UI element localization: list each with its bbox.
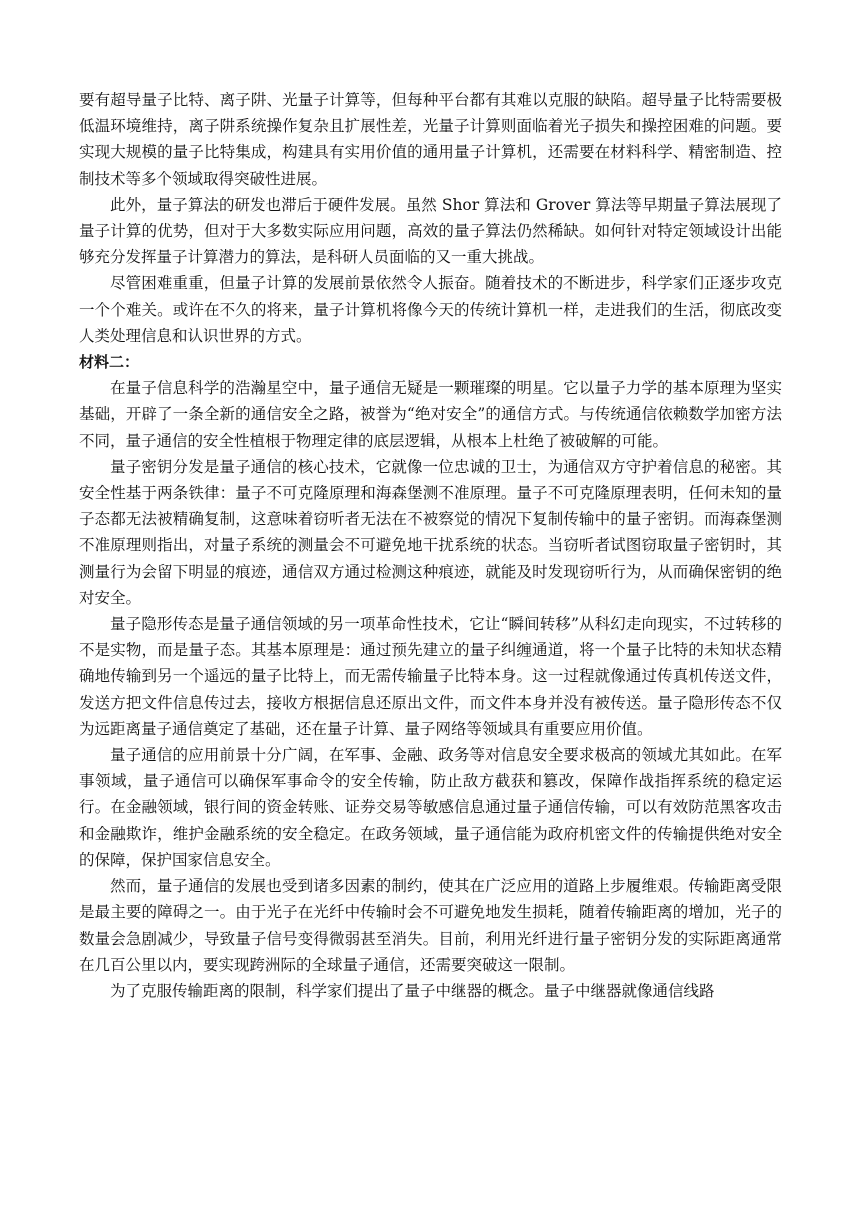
document-body (79, 87, 782, 1004)
paragraph-quantum-teleportation: 量子隐形传态是量子通信领域的另一项革命性技术，它让“瞬间转移”从科幻走向现实，不过转移的不是实物，而是量子态。其基本原理是：通过预先建立的量子纠缠通道，将一个量子比特的未知状态精确地传输到另一个遥远的量子比特上，而无需传输量子比特本身。这一过程就像通过传真机传送文件，发送方把文件信息传过去，接收方根据信息还原出文件，而文件本身并没有被传送。量子隐形传态不仅为远距离量子通信奠定了基础，还在量子计算、量子网络等领域具有重要应用价值。 (79, 615, 782, 738)
paragraph-quantum-platforms: 要有超导量子比特、离子阱、光量子计算等，但每种平台都有其难以克服的缺陷。超导量子比特需要极低温环境维持，离子阱系统操作复杂且扩展性差，光量子计算则面临着光子损失和操控困难的问题。要实现大规模的量子比特集成，构建具有实用价值的通用量子计算机，还需要在材料科学、精密制造、控制技术等多个领域取得突破性进展。 (79, 91, 782, 188)
paragraph-applications: 量子通信的应用前景十分广阔，在军事、金融、政务等对信息安全要求极高的领域尤其如此。在军事领域，量子通信可以确保军事命令的安全传输，防止敌方截获和篡改，保障作战指挥系统的稳定运行。在金融领域，银行间的资金转账、证券交易等敏感信息通过量子通信传输，可以有效防范黑客攻击和金融欺诈，维护金融系统的安全稳定。在政务领域，量子通信能为政府机密文件的传输提供绝对安全的保障，保护国家信息安全。 (79, 746, 782, 869)
paragraph-distance-limits: 然而，量子通信的发展也受到诸多因素的制约，使其在广泛应用的道路上步履维艰。传输距离受限是最主要的障碍之一。由于光子在光纤中传输时会不可避免地发生损耗，随着传输距离的增加，光子的数量会急剧减少，导致量子信号变得微弱甚至消失。目前，利用光纤进行量子密钥分发的实际距离通常在几百公里以内，要实现跨洲际的全球量子通信，还需要突破这一限制。 (79, 877, 782, 974)
paragraph-quantum-key-distribution: 量子密钥分发是量子通信的核心技术，它就像一位忠诚的卫士，为通信双方守护着信息的秘密。其安全性基于两条铁律：量子不可克隆原理和海森堡测不准原理。量子不可克隆原理表明，任何未知的量子态都无法被精确复制，这意味着窃听者无法在不被察觉的情况下复制传输中的量子密钥。而海森堡测不准原理则指出，对量子系统的测量会不可避免地干扰系统的状态。当窃听者试图窃取量子密钥时，其测量行为会留下明显的痕迹，通信双方通过检测这种痕迹，就能及时发现窃听行为，从而确保密钥的绝对安全。 (79, 457, 782, 607)
paragraph-quantum-communication-intro: 在量子信息科学的浩瀚星空中，量子通信无疑是一颗璀璨的明星。它以量子力学的基本原理为坚实基础，开辟了一条全新的通信安全之路，被誉为“绝对安全”的通信方式。与传统通信依赖数学加密方法不同，量子通信的安全性植根于物理定律的底层逻辑，从根本上杜绝了被破解的可能。 (79, 379, 782, 450)
section-heading-material-two: 材料二： (79, 353, 140, 372)
paragraph-quantum-outlook: 尽管困难重重，但量子计算的发展前景依然令人振奋。随着技术的不断进步，科学家们正逐步攻克一个个难关。或许在不久的将来，量子计算机将像今天的传统计算机一样，走进我们的生活，彻底改变人类处理信息和认识世界的方式。 (79, 274, 782, 345)
paragraph-quantum-algorithms: 此外，量子算法的研发也滞后于硬件发展。虽然 Shor 算法和 Grover 算法等早期量子算法展现了量子计算的优势，但对于大多数实际应用问题，高效的量子算法仍然稀缺。如何针对特定领域设计出能够充分发挥量子计算潜力的算法，是科研人员面临的又一重大挑战。 (79, 195, 782, 267)
paragraph-quantum-repeater: 为了克服传输距离的限制，科学家们提出了量子中继器的概念。量子中继器就像通信线路 (110, 981, 715, 1000)
